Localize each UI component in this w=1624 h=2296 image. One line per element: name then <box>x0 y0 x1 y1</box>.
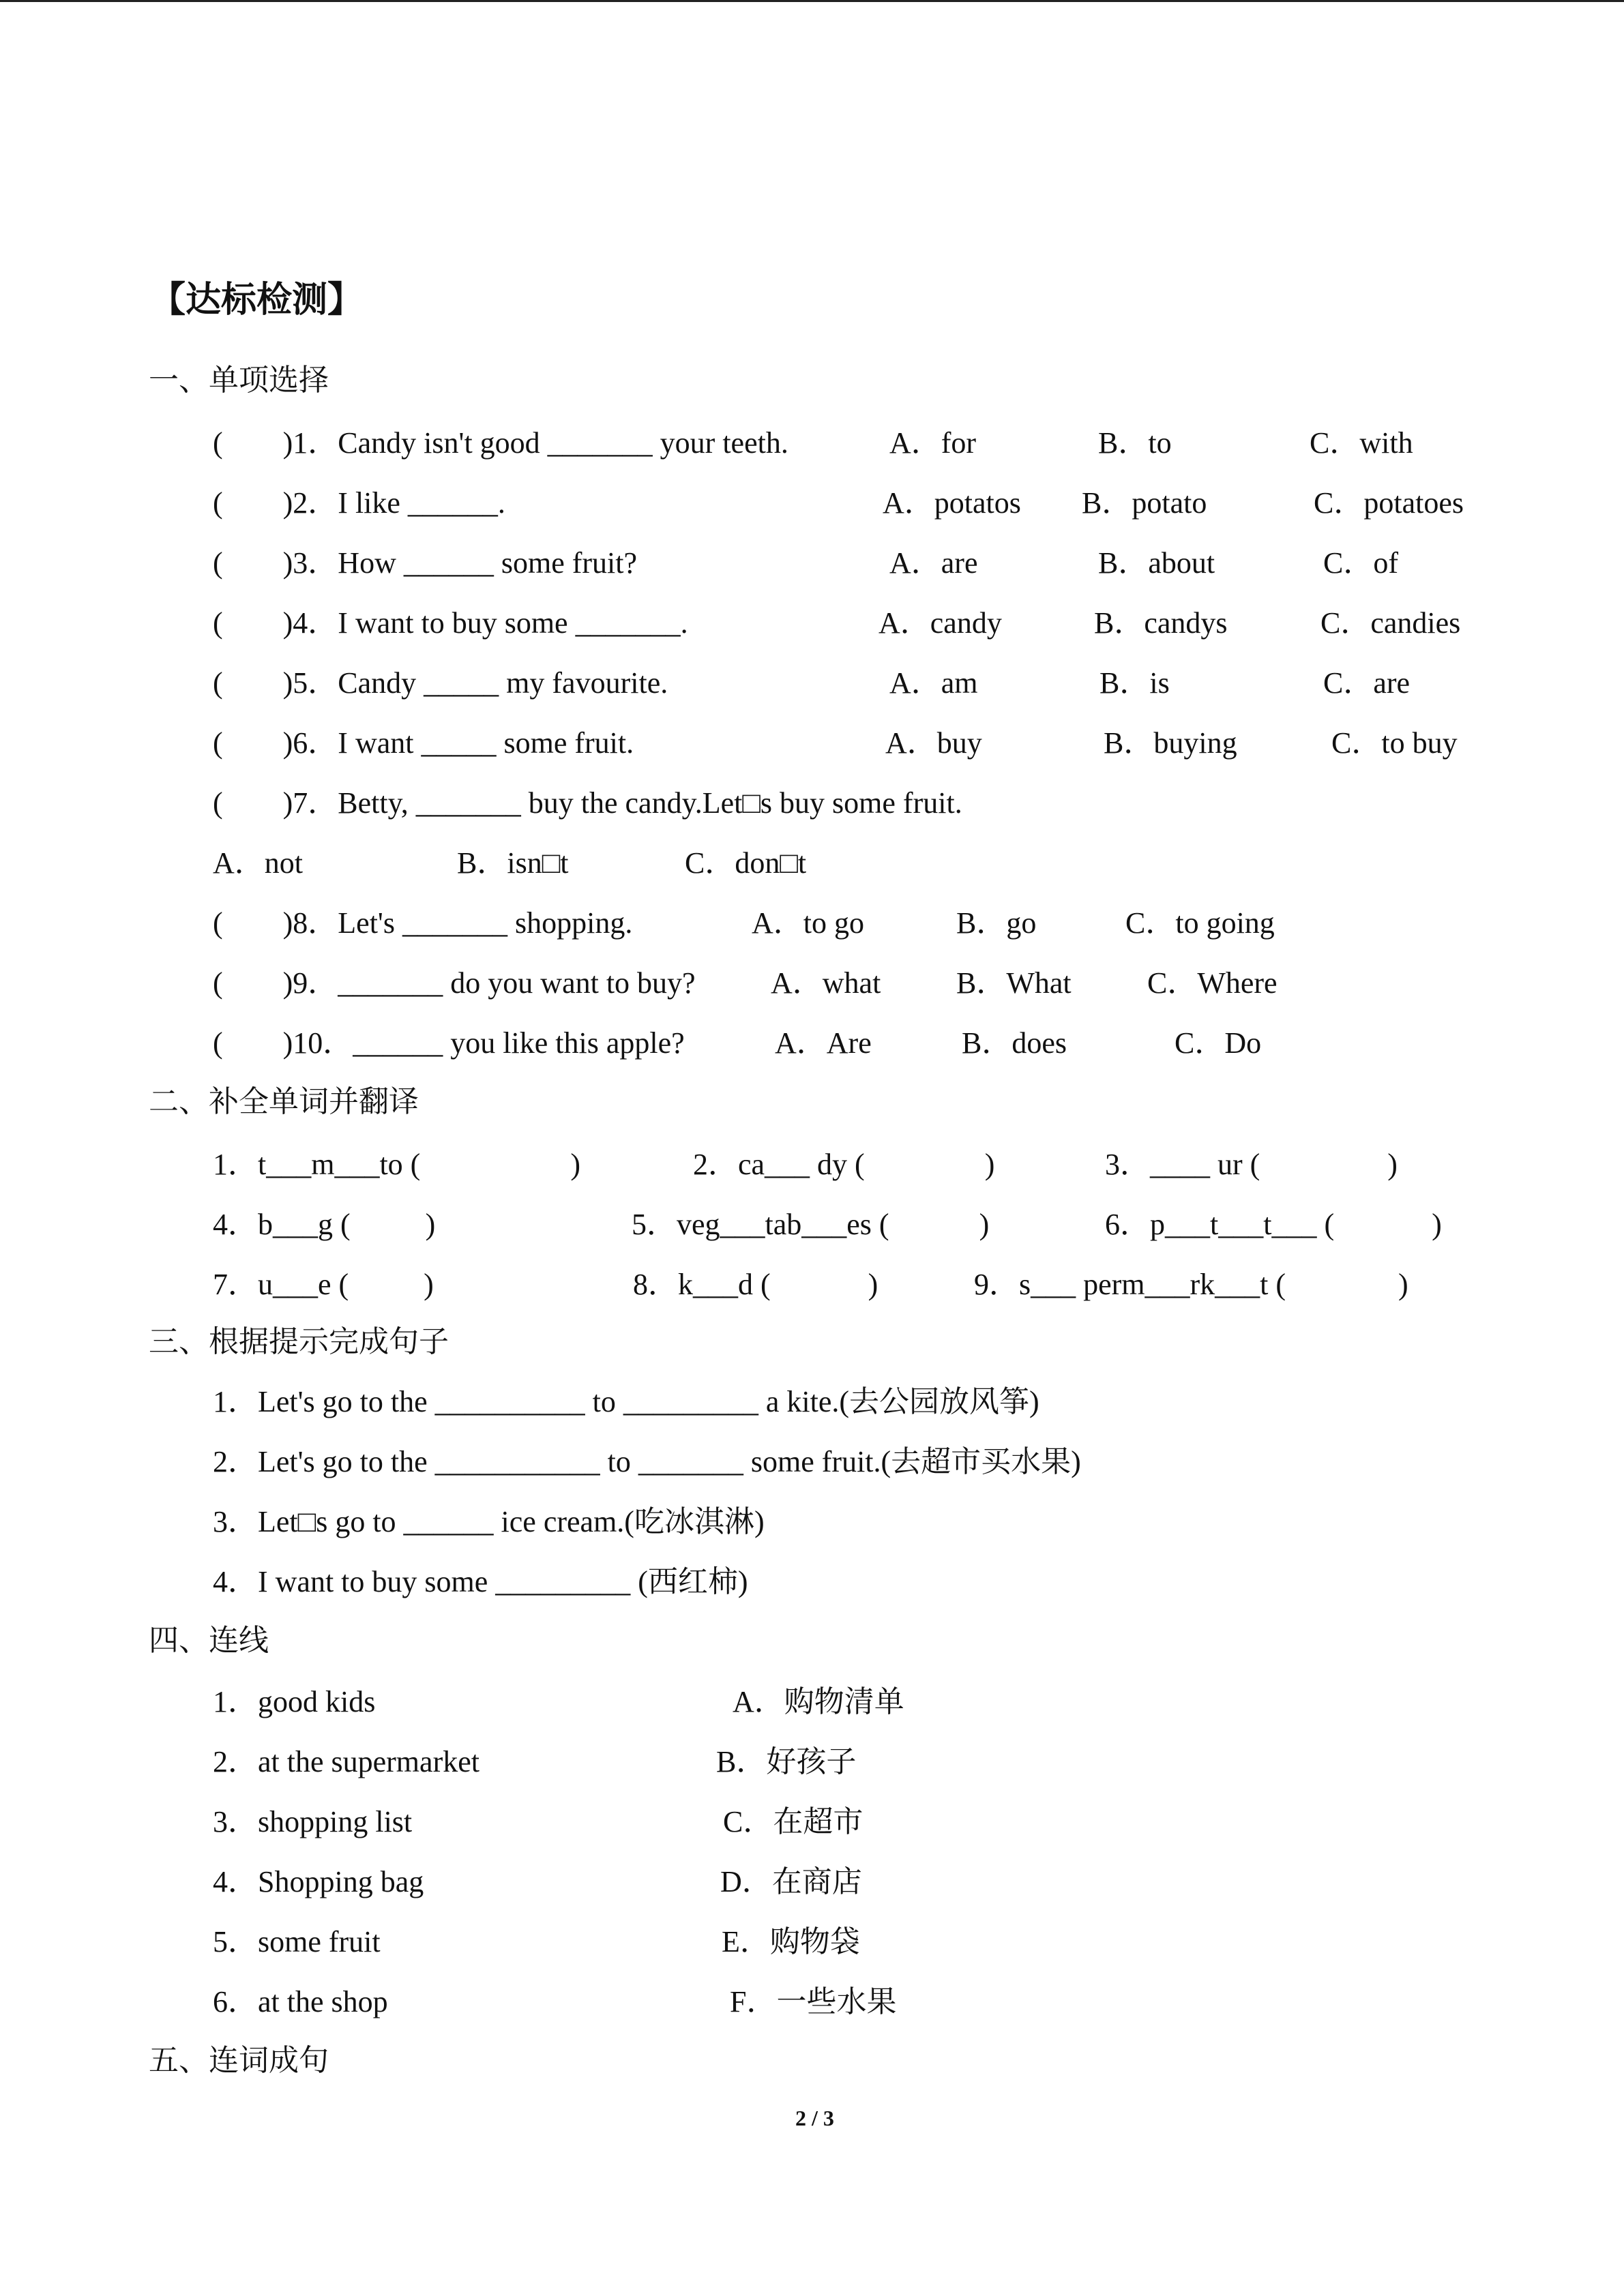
question-text: ( )6．I want _____ some fruit. <box>213 726 634 760</box>
question-text: ( )7．Betty, _______ buy the candy.Let□s buy some fruit. <box>213 786 962 820</box>
section-title-3: 三、根据提示完成句子 <box>149 1324 449 1359</box>
option-a: A．buy <box>885 726 982 760</box>
question-text: ( )5．Candy _____ my favourite. <box>213 666 668 700</box>
word-item: 9．s___ perm___rk___t ( ) <box>974 1268 1408 1301</box>
option-a: A．what <box>771 966 881 1000</box>
match-right-item: E．购物袋 <box>722 1925 860 1958</box>
question-text: ( )9．_______ do you want to buy? <box>213 966 696 1000</box>
option-a: A．potatos <box>883 486 1021 520</box>
option-c: C．with <box>1310 426 1413 460</box>
match-left-item: 3．shopping list <box>213 1805 413 1838</box>
option-c: C．candies <box>1320 606 1461 640</box>
word-item: 7．u___e ( ) <box>213 1268 434 1301</box>
option-c: C．to buy <box>1331 726 1458 760</box>
option-b: B．go <box>956 906 1037 940</box>
option-b: B．isn□t <box>457 846 569 880</box>
word-item: 2．ca___ dy ( ) <box>693 1148 995 1181</box>
question-text: ( )4．I want to buy some _______. <box>213 606 688 640</box>
match-left-item: 5．some fruit <box>213 1925 381 1958</box>
option-b: B．candys <box>1094 606 1228 640</box>
option-a: A．are <box>889 546 978 580</box>
option-a: A．for <box>889 426 977 460</box>
option-b: B．does <box>962 1026 1067 1060</box>
question-text: ( )2．I like ______. <box>213 486 505 520</box>
option-b: B．potato <box>1082 486 1207 520</box>
option-a: A．Are <box>775 1026 872 1060</box>
word-item: 1．t___m___to ( ) <box>213 1148 580 1181</box>
match-right-item: A．购物清单 <box>733 1685 904 1718</box>
option-b: B．buying <box>1104 726 1237 760</box>
question-text: ( )3．How ______ some fruit? <box>213 546 638 580</box>
word-item: 3．____ ur ( ) <box>1105 1148 1398 1181</box>
word-item: 6．p___t___t___ ( ) <box>1105 1208 1442 1241</box>
match-left-item: 2．at the supermarket <box>213 1745 479 1778</box>
sentence-item: 1．Let's go to the __________ to _________ a kite.(去公园放风筝) <box>213 1385 1039 1418</box>
sentence-item: 2．Let's go to the ___________ to _______ some fruit.(去超市买水果) <box>213 1445 1081 1478</box>
question-text: ( )8．Let's _______ shopping. <box>213 906 633 940</box>
option-b: B．about <box>1098 546 1215 580</box>
word-item: 4．b___g ( ) <box>213 1208 436 1241</box>
page-number: 2 / 3 <box>795 2106 834 2130</box>
option-a: A．am <box>889 666 978 700</box>
sentence-item: 3．Let□s go to ______ ice cream.(吃冰淇淋) <box>213 1505 765 1538</box>
question-text: ( )1．Candy isn't good _______ your teeth. <box>213 426 788 460</box>
option-c: C．Where <box>1147 966 1278 1000</box>
page-heading: 【达标检测】 <box>150 280 364 320</box>
section-title-1: 一、单项选择 <box>149 363 329 398</box>
match-right-item: B．好孩子 <box>716 1745 857 1778</box>
section-title-5: 五、连词成句 <box>149 2043 329 2078</box>
option-a: A．not <box>213 846 303 880</box>
match-right-item: C．在超市 <box>723 1805 863 1838</box>
match-left-item: 1．good kids <box>213 1685 376 1718</box>
match-right-item: F．一些水果 <box>730 1985 897 2018</box>
section-title-4: 四、连线 <box>149 1623 269 1658</box>
option-c: C．don□t <box>685 846 807 880</box>
option-c: C．of <box>1323 546 1398 580</box>
option-a: A．candy <box>879 606 1002 640</box>
sentence-item: 4．I want to buy some _________ (西红柿) <box>213 1565 748 1598</box>
option-c: C．potatoes <box>1314 486 1464 520</box>
top-border <box>0 0 1624 2</box>
option-c: C．to going <box>1125 906 1275 940</box>
option-c: C．Do <box>1175 1026 1262 1060</box>
option-b: B．What <box>956 966 1072 1000</box>
option-c: C．are <box>1323 666 1411 700</box>
match-right-item: D．在商店 <box>720 1865 862 1898</box>
match-left-item: 4．Shopping bag <box>213 1865 424 1898</box>
word-item: 5．veg___tab___es ( ) <box>632 1208 990 1241</box>
word-item: 8．k___d ( ) <box>633 1268 879 1301</box>
question-text: ( )10．______ you like this apple? <box>213 1026 685 1060</box>
option-a: A．to go <box>752 906 864 940</box>
option-b: B．is <box>1099 666 1170 700</box>
section-title-2: 二、补全单词并翻译 <box>149 1084 419 1119</box>
option-b: B．to <box>1098 426 1172 460</box>
match-left-item: 6．at the shop <box>213 1985 388 2018</box>
